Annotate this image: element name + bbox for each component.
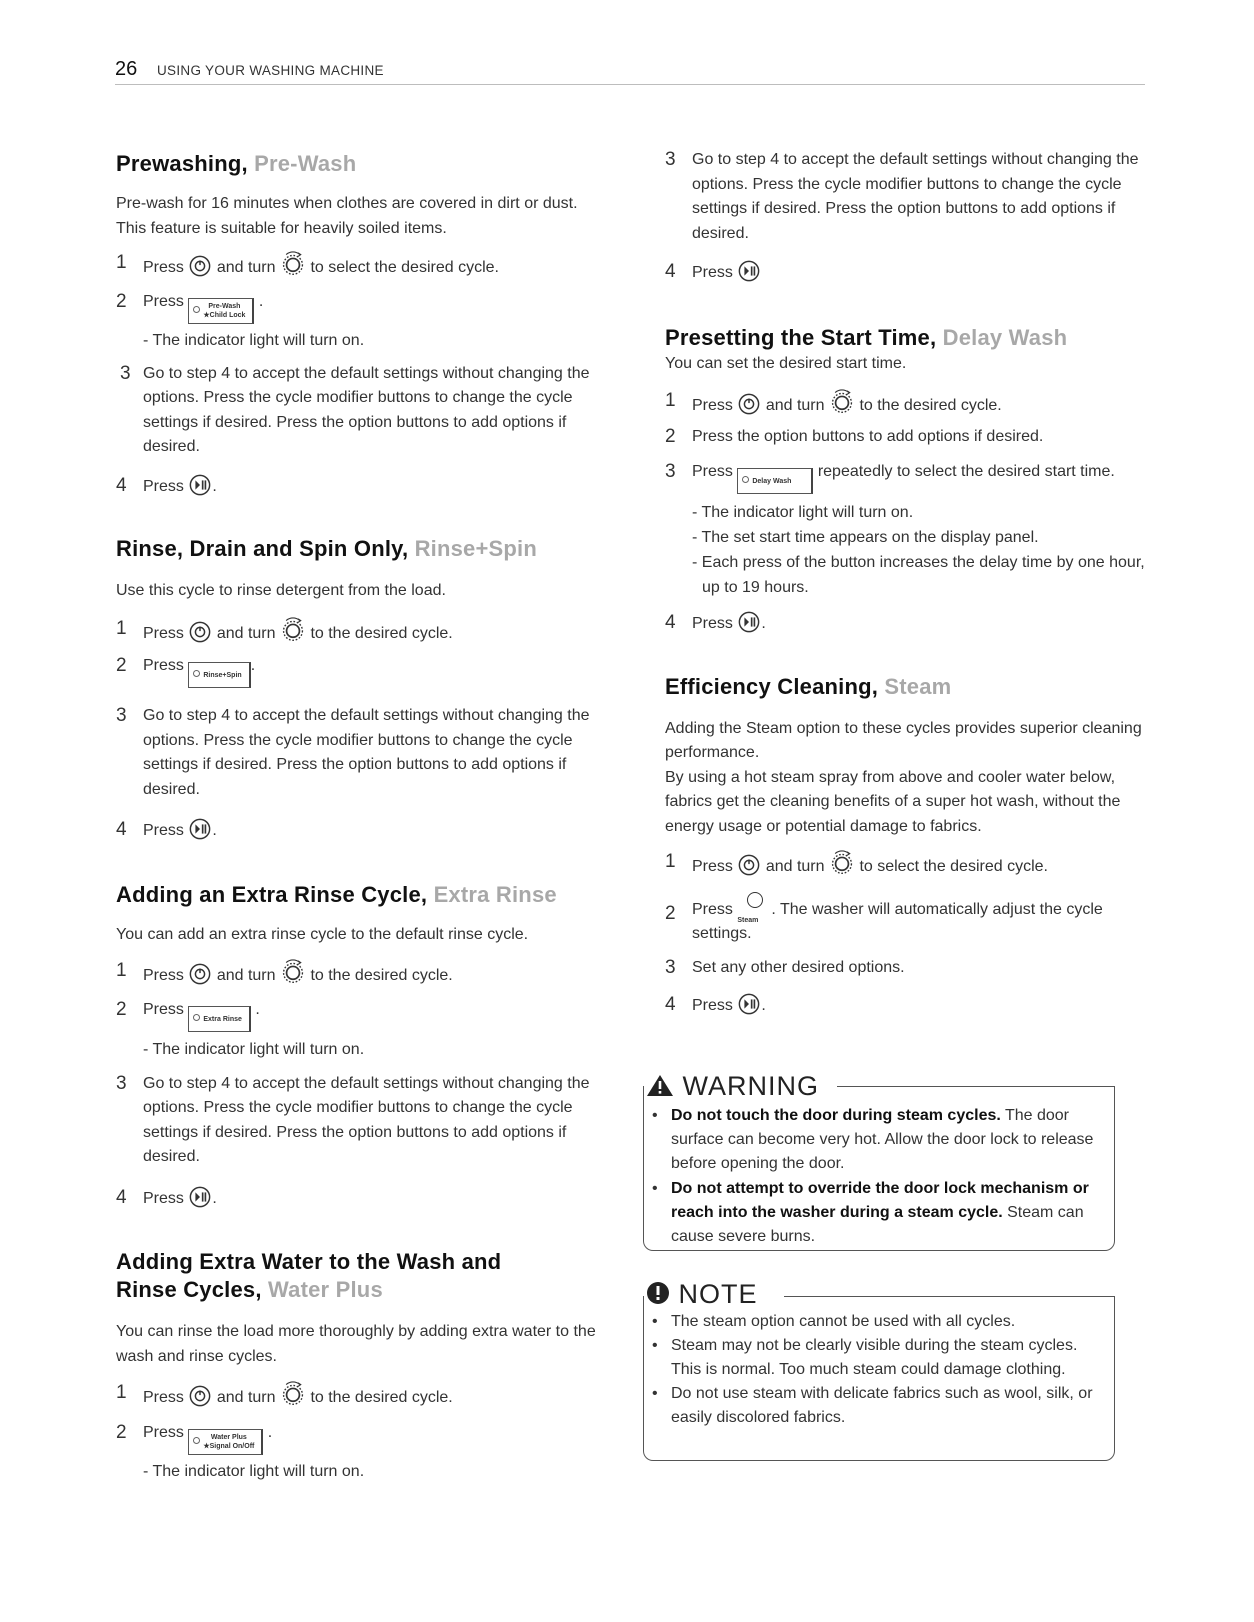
delay-step-2: 2 Press the option buttons to add options if desired. [665,425,1044,447]
cycle-dial-icon [281,959,305,985]
cycle-dial-icon [281,617,305,643]
note-bullet-3: • Do not use steam with delicate fabrics such as wool, silk, or easily discolored fabrics. [644,1382,1104,1430]
power-button-icon [189,255,211,277]
delay-sub-2: - The set start time appears on the display panel. [692,529,1039,546]
running-title: USING YOUR WASHING MACHINE [157,63,384,78]
extrarinse-option-button: Extra Rinse [188,1006,251,1032]
page-number: 26 [115,58,138,80]
warning-bullet-2: • Do not attempt to override the door lock mechanism or reach into the washer during a steam cycle. Steam can cause severe burns. [644,1177,1104,1249]
rinsespin-step-1: 1 Press and turn to the desired cycle. [116,617,453,642]
cycle-dial-icon [830,389,854,415]
right-column [665,150,1155,1019]
prewash-step-2: 2 Press Pre-Wash ★Child Lock . [116,290,608,324]
delay-sub-3: - Each press of the button increases the delay time by one hour, up to 19 hours. [692,554,1145,596]
cycle-dial-icon [830,850,854,876]
page-header [115,58,1145,85]
extrarinse-step-4: 4 Press . [116,1186,217,1208]
rinsespin-option-button: Rinse+Spin [188,662,250,688]
steam-step-1: 1 Press and turn to select the desired cycle. [665,851,1048,875]
waterplus-step-2: 2 Press Water Plus ★Signal On/Off . [116,1421,608,1455]
prewash-heading [116,150,608,178]
delaywash-option-button: Delay Wash [737,468,813,494]
start-pause-icon [738,993,760,1015]
steam-step-2: 2 Press Steam . The washer will automatically adjust the cycle settings. [665,892,1155,947]
prewash-intro: Pre-wash for 16 minutes when clothes are covered in dirt or dust. This feature is suitable for heavily soiled items. [116,195,578,237]
rinsespin-step-4: 4 Press . [116,819,217,840]
prewash-step-4: 4 Press . [116,474,217,496]
power-button-icon [738,854,760,876]
delay-intro: You can set the desired start time. [665,354,907,372]
warning-title: WARNING [646,1071,823,1102]
left-column [116,150,608,1484]
waterplus-heading: Adding Extra Water to the Wash and Rinse Cycles, Water Plus [116,1249,502,1302]
start-pause-icon [189,818,211,840]
note-bullet-1: • The steam option cannot be used with all cycles. [644,1310,1104,1334]
extrarinse-step-2: 2 Press Extra Rinse . [116,998,608,1032]
start-pause-icon [189,1186,211,1208]
prewash-indicator-note: - The indicator light will turn on. [143,331,365,349]
warning-box [643,1071,1115,1251]
steam-step-4: 4 Press . [665,994,766,1015]
extrarinse-indicator-note: - The indicator light will turn on. [143,1040,365,1058]
waterplus-indicator-note: - The indicator light will turn on. [143,1462,365,1480]
prewash-title: Prewashing, [116,151,248,176]
note-box [643,1279,1115,1461]
steam-intro-1: Adding the Steam option to these cycles provides superior cleaning performance. [665,719,1142,761]
prewash-step-1: 1 Press and turn to select the desired cycle. [116,252,499,276]
waterplus-step-3: 3 Go to step 4 to accept the default settings without changing the options. Press the cycle modifier buttons to change the cycle settings if desired. Press the option buttons to add options if desired. [665,149,1139,242]
waterplus-intro: You can rinse the load more thoroughly by adding extra water to the wash and rinse cycles. [116,1323,596,1365]
power-button-icon [189,963,211,985]
extrarinse-intro: You can add an extra rinse cycle to the default rinse cycle. [116,925,529,943]
extrarinse-heading: Adding an Extra Rinse Cycle, Extra Rinse [116,881,557,907]
delay-heading: Presetting the Start Time, Delay Wash [665,324,1068,350]
prewash-highlight: Pre-Wash [254,151,357,176]
power-button-icon [189,1385,211,1407]
waterplus-step-1: 1 Press and turn to the desired cycle. [116,1382,453,1406]
start-pause-icon [738,260,760,282]
rinsespin-step-2: 2 Press Rinse+Spin. [116,654,608,688]
warning-bullet-1: • Do not touch the door during steam cycles. The door surface can become very hot. Allow the door lock to release before opening the door. [644,1104,1104,1176]
delay-step-3: 3 Press Delay Wash repeatedly to select the desired start time. [665,460,1155,494]
steam-heading: Efficiency Cleaning, Steam [665,673,952,699]
steam-button-icon: Steam [737,892,771,922]
prewash-option-button: Pre-Wash ★Child Lock [188,298,254,324]
extrarinse-step-1: 1 Press and turn to the desired cycle. [116,960,453,984]
steam-step-3: 3 Set any other desired options. [665,956,905,978]
waterplus-step-4: 4 Press [665,260,1155,286]
delay-step-1: 1 Press and turn to the desired cycle. [665,390,1002,414]
delay-step-4: 4 Press . [665,612,766,633]
delay-sub-1: - The indicator light will turn on. [692,504,914,521]
note-title: NOTE [646,1279,762,1310]
cycle-dial-icon [281,1381,305,1407]
cycle-dial-icon [281,251,305,277]
note-bullet-2: • Steam may not be clearly visible during the steam cycles. This is normal. Too much steam could damage clothing. [644,1334,1104,1382]
extrarinse-step-3: 3 Go to step 4 to accept the default settings without changing the options. Press the cycle modifier buttons to change the cycle settings if desired. Press the option buttons to add options if desired. [116,1072,590,1165]
rinsespin-intro: Use this cycle to rinse detergent from the load. [116,582,446,599]
warning-triangle-icon [646,1073,674,1097]
power-button-icon [738,393,760,415]
rinsespin-step-3: 3 Go to step 4 to accept the default settings without changing the options. Press the cycle modifier buttons to change the cycle settings if desired. Press the option buttons to add options if desired. [116,705,590,798]
rinsespin-heading: Rinse, Drain and Spin Only, Rinse+Spin [116,536,537,561]
steam-intro-2: By using a hot steam spray from above and cooler water below, fabrics get the cleaning benefits of a super hot wash, without the energy usage or potential damage to fabrics. [665,768,1121,835]
power-button-icon [189,621,211,643]
start-pause-icon [189,474,211,496]
waterplus-option-button: Water Plus ★Signal On/Off [188,1429,263,1455]
prewash-step-3: 3 Go to step 4 to accept the default settings without changing the options. Press the cycle modifier buttons to change the cycle settings if desired. Press the option buttons to add options if desired. [120,362,590,455]
note-icon [646,1280,670,1306]
start-pause-icon [738,611,760,633]
